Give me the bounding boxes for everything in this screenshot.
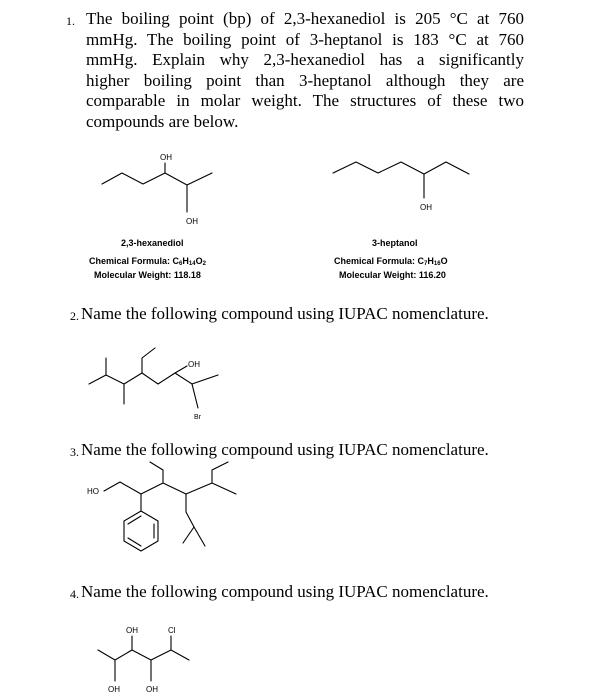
formula-label: Chemical Formula: xyxy=(334,256,418,266)
formula-value: $C_6H_{14}O_2$ xyxy=(172,256,206,267)
hexanediol-oh-top-label: OH xyxy=(160,153,172,162)
question-1-line: The boiling point (bp) of 2,3-hexanediol is 205 °C at 760 xyxy=(86,9,524,28)
q4-cl-label: Cl xyxy=(168,626,176,635)
heptanol-oh-label: OH xyxy=(420,203,432,212)
q4-oh-bottom-right-label: OH xyxy=(146,685,158,694)
weight-value: 118.18 xyxy=(173,270,201,280)
question-1-line: comparable in molar weight. The structures of these two xyxy=(86,91,524,110)
question-2-number: 2. xyxy=(70,309,79,323)
question-1-line: higher boiling point than 3-heptanol although they are xyxy=(86,70,524,90)
weight-label: Molecular Weight: xyxy=(94,270,174,280)
weight-label: Molecular Weight: xyxy=(339,270,419,280)
question-3-number: 3. xyxy=(70,445,79,459)
formula-value: $C_7H_{16}O$ xyxy=(417,256,448,267)
question-1-line: mmHg. Explain why 2,3-hexanediol has a significantly xyxy=(86,50,524,69)
q2-br-label: Br xyxy=(194,414,201,421)
hexanediol-name: 2,3-hexanediol xyxy=(121,238,184,248)
question-2-text: Name the following compound using IUPAC nomenclature. xyxy=(81,304,489,323)
heptanol-name: 3-heptanol xyxy=(372,238,418,248)
question-1-line: mmHg. The boiling point of 3-heptanol is 183 °C at 760 xyxy=(86,29,524,49)
q3-ho-label: HO xyxy=(87,487,99,496)
question-1-number: 1. xyxy=(66,14,75,28)
q2-oh-label: OH xyxy=(188,360,200,369)
q4-main-chain-bond xyxy=(98,650,189,660)
hexanediol-oh-bottom-label: OH xyxy=(186,217,198,226)
question-1-line: compounds are below. xyxy=(86,111,239,131)
formula-label: Chemical Formula: xyxy=(89,256,173,266)
q4-oh-bottom-left-label: OH xyxy=(108,685,120,694)
question-3-text: Name the following compound using IUPAC nomenclature. xyxy=(81,440,489,459)
q4-oh-top-label: OH xyxy=(126,626,138,635)
question-4-number: 4. xyxy=(70,587,79,601)
weight-value: 116.20 xyxy=(418,270,446,280)
question-4-text: Name the following compound using IUPAC nomenclature. xyxy=(81,582,489,601)
